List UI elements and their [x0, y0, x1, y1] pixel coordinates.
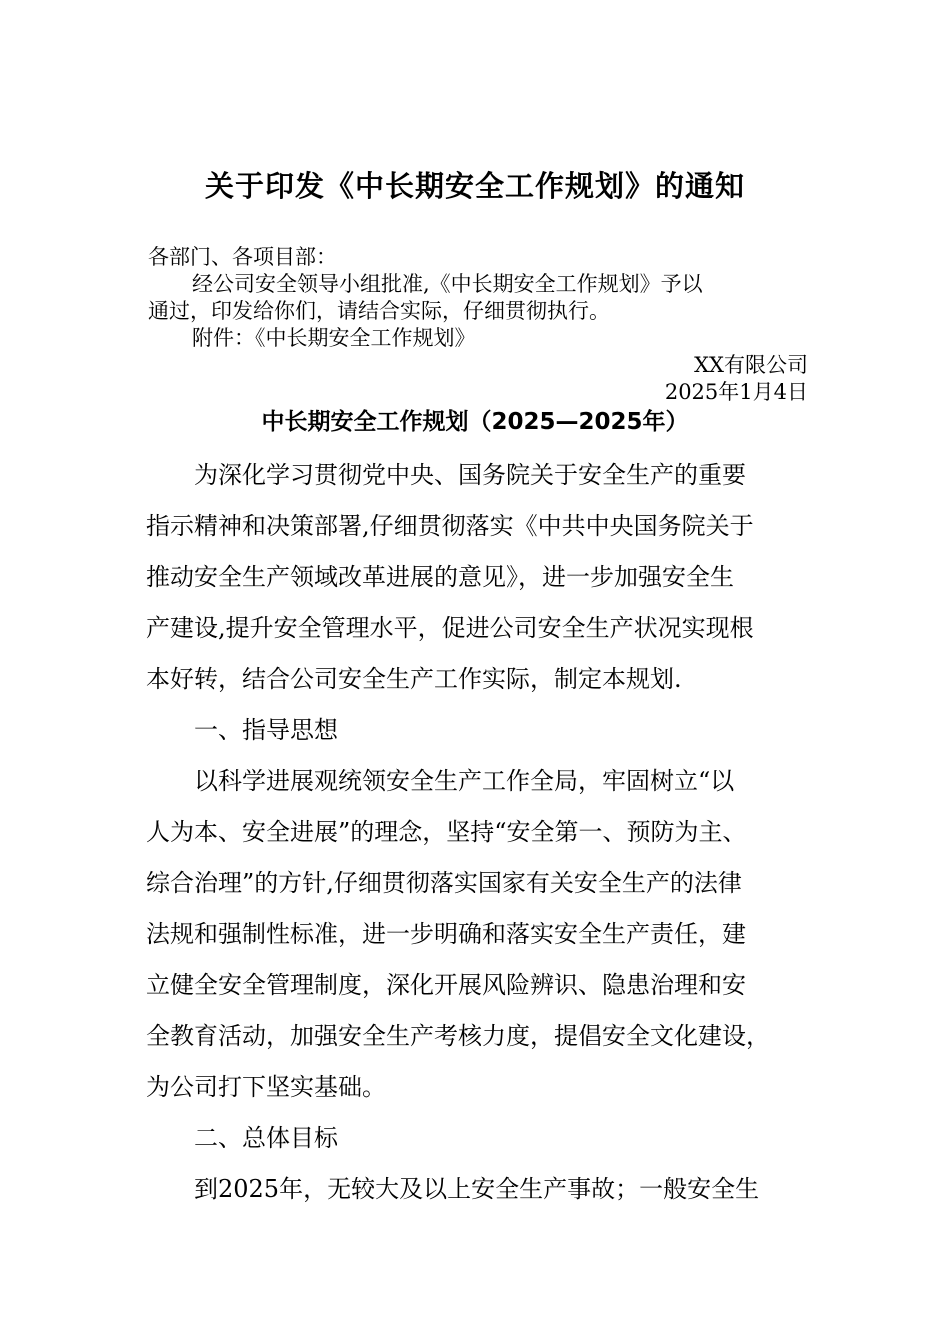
- body-line: 综合治理”的方针,仔细贯彻落实国家有关安全生产的法律: [146, 869, 742, 897]
- body-line: 到2025年，无较大及以上安全生产事故；一般安全生: [146, 1175, 760, 1203]
- notice-body: [148, 244, 808, 406]
- plan-title: 中长期安全工作规划（2025—2025年）: [261, 409, 689, 435]
- notice-title: 关于印发《中长期安全工作规划》的通知: [204, 169, 745, 203]
- body-line: 为公司打下坚实基础。: [146, 1073, 386, 1101]
- body-line: 以科学进展观统领安全生产工作全局，牢固树立“以: [146, 767, 735, 795]
- plan-body: [146, 450, 826, 1215]
- body-line: 指示精神和决策部署,仔细贯彻落实《中共中央国务院关于: [146, 512, 754, 540]
- body-line: 本好转，结合公司安全生产工作实际，制定本规划.: [146, 665, 682, 693]
- notice-paragraph-line-1: 经公司安全领导小组批准,《中长期安全工作规划》予以: [192, 272, 703, 296]
- notice-date: 2025年1月4日: [664, 380, 808, 404]
- attachment-line: 附件：《中长期安全工作规划》: [192, 326, 476, 350]
- notice-paragraph-line-2: 通过，印发给你们，请结合实际，仔细贯彻执行。: [148, 299, 610, 323]
- body-line: 全教育活动，加强安全生产考核力度，提倡安全文化建设，: [146, 1022, 770, 1050]
- body-line: 法规和强制性标准，进一步明确和落实安全生产责任，建: [146, 920, 746, 948]
- body-line: 人为本、安全进展”的理念，坚持“安全第一、预防为主、: [146, 818, 747, 846]
- section-heading-guiding-ideology: 一、指导思想: [146, 716, 338, 744]
- section-heading-overall-goal: 二、总体目标: [146, 1124, 338, 1152]
- body-line: 为深化学习贯彻党中央、国务院关于安全生产的重要: [146, 461, 746, 489]
- body-line: 推动安全生产领域改革进展的意见》，进一步加强安全生: [146, 563, 734, 591]
- body-line: 立健全安全管理制度，深化开展风险辨识、隐患治理和安: [146, 971, 746, 999]
- salutation: 各部门、各项目部：: [148, 245, 337, 269]
- company-signature: XX有限公司: [694, 353, 808, 377]
- body-line: 产建设,提升安全管理水平，促进公司安全生产状况实现根: [146, 614, 754, 642]
